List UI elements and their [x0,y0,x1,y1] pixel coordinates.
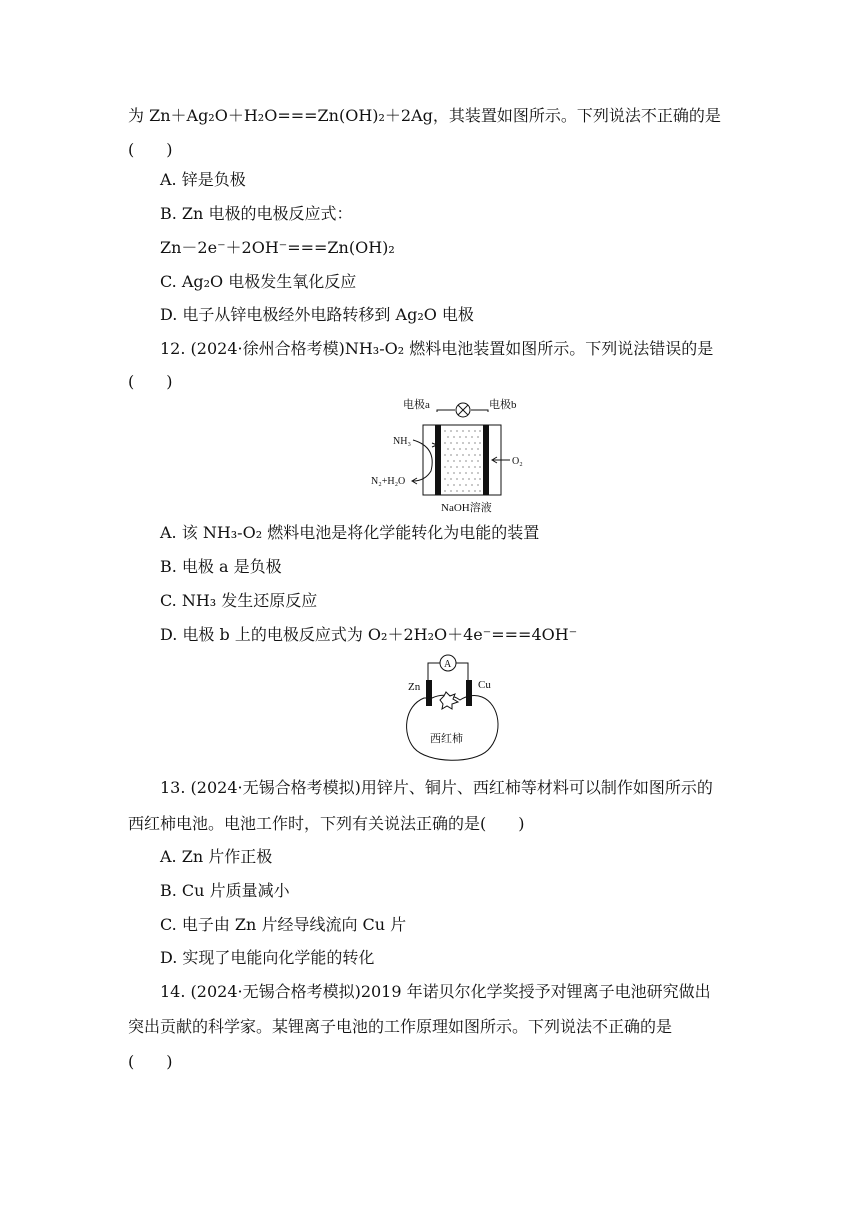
q12-option-c: C. NH₃ 发生还原反应 [160,591,318,610]
q12-stem: 12. (2024·徐州合格考模)NH₃-O₂ 燃料电池装置如图所示。下列说法错误的是 [160,339,714,358]
q13-stem-line2: 西红柿电池。电池工作时，下列有关说法正确的是( ) [128,814,525,833]
q11-answer-paren: ( ) [128,140,173,159]
q12-option-b: B. 电极 a 是负极 [160,557,282,576]
label-naoh-solution: NaOH溶液 [441,502,492,514]
q13-option-a: A. Zn 片作正极 [160,847,273,866]
label-electrode-a: 电极a [403,399,430,411]
q14-stem-line1: 14. (2024·无锡合格考模拟)2019 年诺贝尔化学奖授予对锂离子电池研究做出 [160,982,711,1001]
q11-stem-tail: 为 Zn＋Ag₂O＋H₂O===Zn(OH)₂＋2Ag，其装置如图所示。下列说法不正确的是 [128,106,721,125]
wire-zn [428,663,440,680]
wire-right [471,410,488,412]
q13-option-d: D. 实现了电能向化学能的转化 [160,948,375,967]
q13-option-c: C. 电子由 Zn 片经导线流向 Cu 片 [160,915,407,934]
electrolyte-region [441,426,483,494]
label-n2-h2o: N₂+H₂O [371,476,406,487]
fuel-cell-diagram [365,395,540,517]
q13-stem-line1: 13. (2024·无锡合格考模拟)用锌片、铜片、西红柿等材料可以制作如图所示的 [160,778,713,797]
label-tomato: 西红柿 [430,733,463,745]
cu-plate [466,680,472,706]
label-cu: Cu [478,679,491,691]
electrode-a [435,425,441,495]
q14-stem-line2: 突出贡献的科学家。某锂离子电池的工作原理如图所示。下列说法不正确的是 [128,1017,673,1036]
tomato-battery-diagram [400,652,510,764]
q11-option-b-equation: Zn－2e⁻＋2OH⁻===Zn(OH)₂ [160,238,395,257]
q13-option-b: B. Cu 片质量减小 [160,881,290,900]
q11-option-c: C. Ag₂O 电极发生氧化反应 [160,272,357,291]
ammeter-label: A [444,659,452,670]
q14-answer-paren: ( ) [128,1052,173,1071]
label-o2: O₂ [512,456,523,467]
q12-option-d: D. 电极 b 上的电极反应式为 O₂＋2H₂O＋4e⁻===4OH⁻ [160,625,578,644]
label-nh3: NH₃ [393,436,411,447]
label-electrode-b: 电极b [489,399,517,411]
wire-left [437,410,455,412]
q11-option-d: D. 电子从锌电极经外电路转移到 Ag₂O 电极 [160,305,474,324]
q12-answer-paren: ( ) [128,372,173,391]
zn-plate [426,680,432,706]
lamp-icon [456,403,470,417]
q11-option-b: B. Zn 电极的电极反应式： [160,204,353,223]
wire-cu [456,663,468,680]
electrode-b [483,425,489,495]
q12-option-a: A. 该 NH₃-O₂ 燃料电池是将化学能转化为电能的装置 [160,523,540,542]
q11-option-a: A. 锌是负极 [160,170,246,189]
label-zn: Zn [408,681,421,693]
